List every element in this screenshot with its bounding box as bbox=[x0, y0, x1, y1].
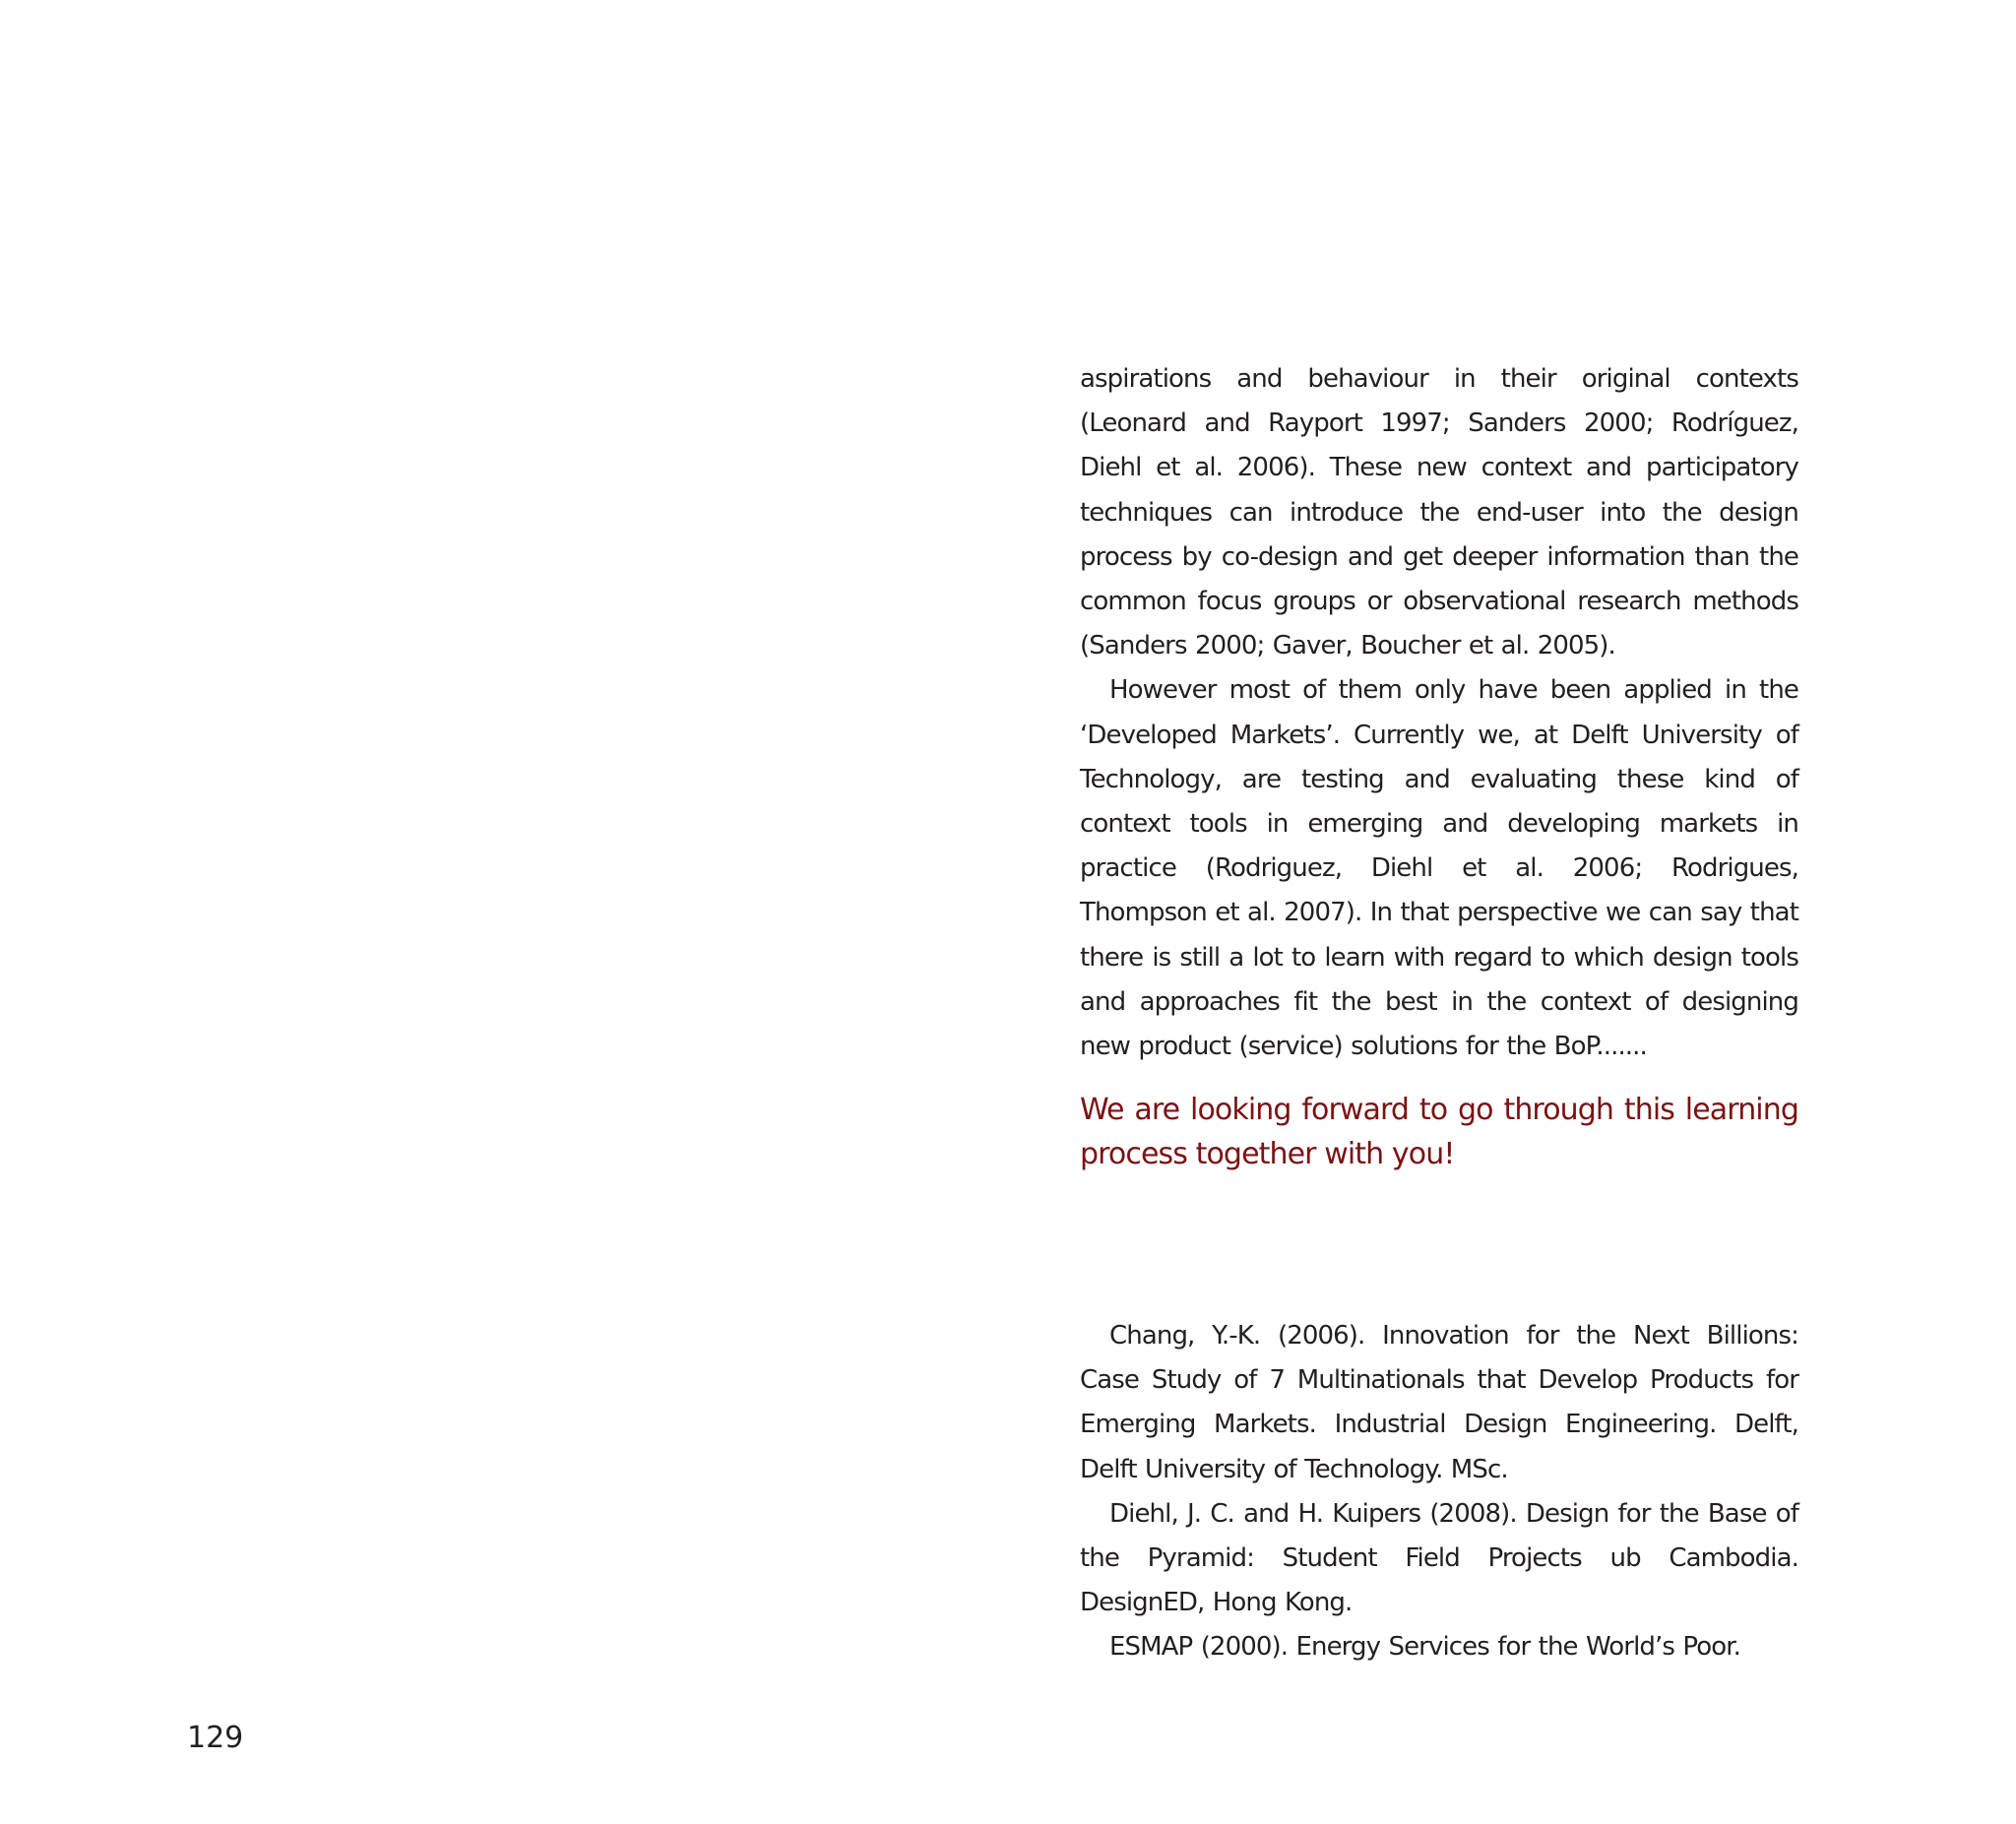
body-text-column bbox=[1080, 357, 1798, 1176]
references-list bbox=[1080, 1314, 1798, 1670]
body-paragraph-2: However most of them only have been applied in the ‘Developed Markets’. Currently we, at Delft University of Technology, are testing and evaluating these kind of context tools in emerging and developing markets in practice (Rodriguez, Diehl et al. 2006; Rodrigues, Thompson et al. 2007). In that perspective we can say that there is still a lot to learn with regard to which design tools and approaches fit the best in the context of designing new product (service) solutions for the BoP....... bbox=[1080, 675, 1798, 1062]
reference-item-2: Diehl, J. C. and H. Kuipers (2008). Design for the Base of the Pyramid: Student Field Projects ub Cambodia. DesignED, Hong Kong. bbox=[1080, 1498, 1798, 1618]
page-number: 129 bbox=[187, 1721, 244, 1755]
body-paragraph-1: aspirations and behaviour in their original contexts (Leonard and Rayport 1997; Sanders 2000; Rodríguez, Diehl et al. 2006). These new context and participatory techniques can introduce the end-user into the design process by co-design and get deeper information than the common focus groups or observational research methods (Sanders 2000; Gaver, Boucher et al. 2005). bbox=[1080, 364, 1798, 661]
reference-item-1: Chang, Y.-K. (2006). Innovation for the Next Billions: Case Study of 7 Multinationals that Develop Products for Emerging Markets. Industrial Design Engineering. Delft, Delft University of Technology. MSc. bbox=[1080, 1321, 1798, 1484]
closing-statement: We are looking forward to go through this learning process together with you! bbox=[1080, 1093, 1798, 1172]
reference-item-3: ESMAP (2000). Energy Services for the World’s Poor. bbox=[1109, 1632, 1741, 1663]
